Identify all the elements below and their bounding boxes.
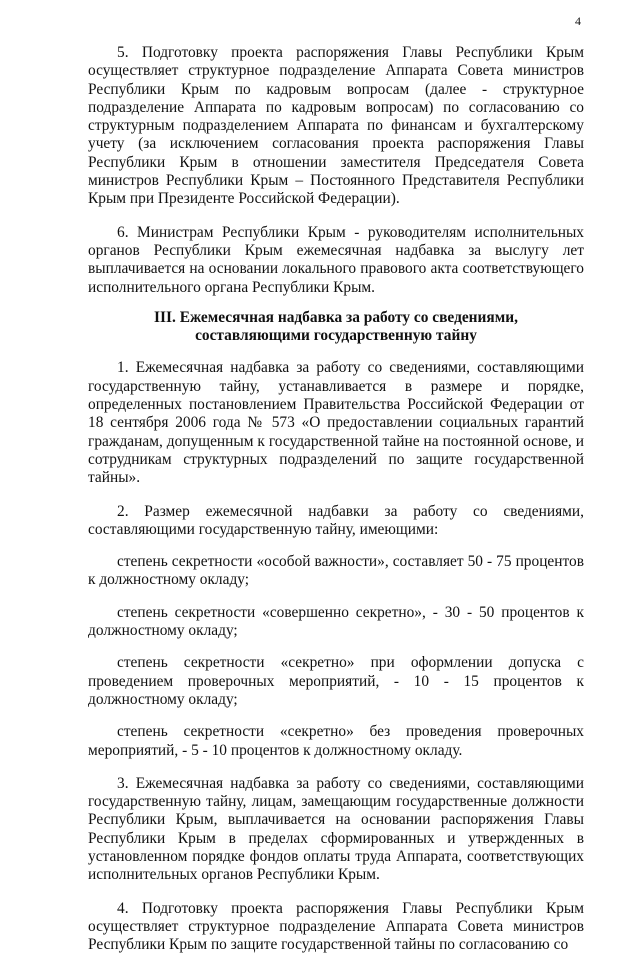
- page-number: 4: [575, 14, 581, 28]
- document-body: [88, 44, 584, 954]
- paragraph-3-4: 4. Подготовку проекта распоряжения Главы Республики Крым осуществляет структурное подразделение Аппарата Совета министров Республики Крым по защите государственной тайны по согласованию со: [88, 899, 584, 954]
- secrecy-level-special-importance: степень секретности «особой важности», составляет 50 - 75 процентов к должностному окладу;: [88, 553, 584, 589]
- section-title: [88, 309, 584, 346]
- paragraph-2-6: 6. Министрам Республики Крым - руководителям исполнительных органов Республики Крым ежемесячная надбавка за выслугу лет выплачивается на основании локального правового акта соответствующего исполнительного органа Республики Крым.: [88, 223, 584, 296]
- paragraph-3-3: 3. Ежемесячная надбавка за работу со сведениями, составляющими государственную тайну, лицам, замещающим государственные должности Республики Крым, выплачивается на основании распоряжения Главы Республики Крым в пределах сформированных и утвержденных в установленном порядке фондов оплаты труда Аппарата, соответствующих исполнительных органов Республики Крым.: [88, 774, 584, 884]
- paragraph-3-2: 2. Размер ежемесячной надбавки за работу со сведениями, составляющими государственную тайну, имеющими:: [88, 502, 584, 538]
- secrecy-level-secret-with-checks: степень секретности «секретно» при оформлении допуска с проведением проверочных мероприятий, - 10 - 15 процентов к должностному окладу;: [88, 654, 584, 708]
- secrecy-level-top-secret: степень секретности «совершенно секретно», - 30 - 50 процентов к должностному окладу;: [88, 603, 584, 640]
- paragraph-2-5: 5. Подготовку проекта распоряжения Главы Республики Крым осуществляет структурное подразделение Аппарата Совета министров Республики Крым по кадровым вопросам (далее - структурное подразделение Аппарата по кадровым вопросам) по согласованию со структурным подразделением Аппарата по финансам и бухгалтерскому учету (за исключением согласования проекта распоряжения Главы Республики Крым в отношении заместителя Председателя Совета министров Республики Крым – Постоянного Представителя Республики Крым при Президенте Российской Федерации).: [88, 44, 584, 208]
- secrecy-level-secret-without-checks: степень секретности «секретно» без проведения проверочных мероприятий, - 5 - 10 процентов к должностному окладу.: [88, 723, 584, 759]
- paragraph-3-1: 1. Ежемесячная надбавка за работу со сведениями, составляющими государственную тайну, устанавливается в размере и порядке, определенных постановлением Правительства Российской Федерации от 18 сентября 2006 года № 573 «О предоставлении социальных гарантий гражданам, допущенным к государственной тайне на постоянной основе, и сотрудникам структурных подразделений по защите государственной тайны».: [88, 359, 584, 487]
- section-title-line-2: составляющими государственную тайну: [195, 327, 477, 345]
- section-title-line-1: III. Ежемесячная надбавка за работу со сведениями,: [154, 308, 518, 326]
